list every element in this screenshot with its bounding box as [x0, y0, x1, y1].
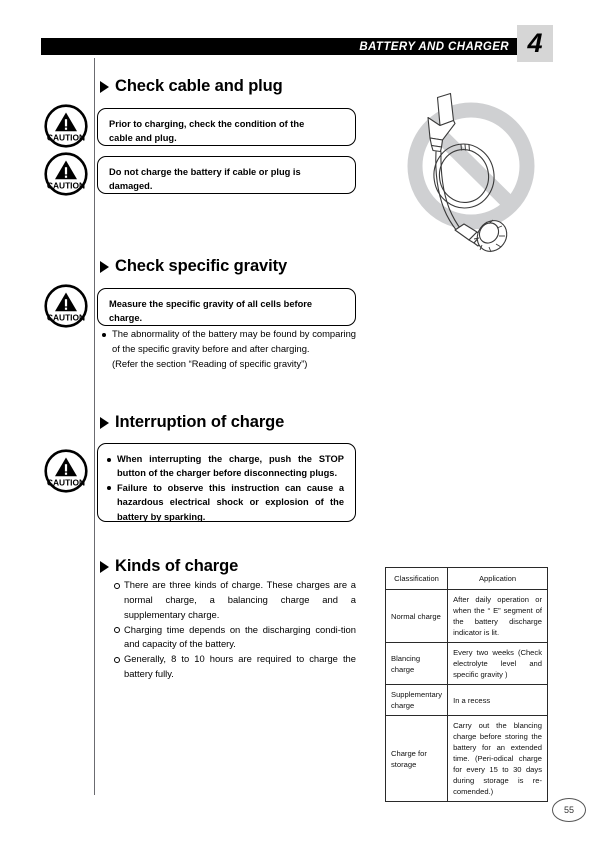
page-number — [552, 798, 586, 822]
table-header-row — [386, 568, 548, 590]
list-item: When interrupting the charge, push the STOP button of the charger before disconnecting plugs. — [106, 452, 344, 481]
section-heading-label: Check specific gravity — [115, 257, 288, 275]
svg-text:CAUTION: CAUTION — [46, 477, 86, 488]
callout-box-do-not-charge — [97, 156, 356, 194]
callout-line: cable and plug. — [109, 133, 177, 144]
table-cell-application: In a recess — [448, 685, 548, 716]
charge-classification-table — [385, 567, 548, 802]
table-cell-classification: Charge for storage — [386, 716, 448, 802]
table-cell-classification: Blancing charge — [386, 643, 448, 685]
table-header-classification: Classification — [386, 568, 448, 590]
table-row — [386, 716, 548, 802]
table-cell-classification: Normal charge — [386, 590, 448, 643]
callout-line: charge. — [109, 313, 143, 324]
header-bar — [41, 38, 519, 55]
caution-icon — [44, 104, 88, 148]
section-heading-interruption-of-charge — [100, 413, 284, 432]
chapter-tab — [517, 25, 553, 62]
list-item: Generally, 8 to 10 hours are required to charge the battery fully. — [113, 652, 356, 682]
callout-line: damaged. — [109, 181, 153, 192]
list-item: Charging time depends on the discharging condi-tion and capacity of the battery. — [113, 623, 356, 653]
triangle-bullet-icon — [100, 417, 109, 429]
list-item-text: The abnormality of the battery may be found by comparing of the specific gravity before and after charging. — [112, 328, 356, 354]
charger-cable-and-plug-illustration — [385, 80, 565, 260]
list-item — [101, 327, 356, 372]
callout-box-prior-to-charging — [97, 108, 356, 146]
table-row — [386, 590, 548, 643]
svg-text:CAUTION: CAUTION — [46, 180, 86, 191]
left-margin-rule — [94, 58, 95, 795]
svg-text:CAUTION: CAUTION — [46, 312, 86, 323]
note-list-specific-gravity — [101, 327, 356, 372]
table-row — [386, 643, 548, 685]
note-list-kinds-of-charge — [113, 578, 356, 682]
table-cell-classification: Supplementary charge — [386, 685, 448, 716]
list-item-subtext: (Refer the section “Reading of specific gravity”) — [112, 357, 308, 369]
section-heading-check-specific-gravity — [100, 257, 287, 276]
callout-box-interruption-warnings — [97, 443, 356, 522]
svg-text:CAUTION: CAUTION — [46, 132, 86, 143]
section-heading-label: Kinds of charge — [115, 557, 239, 575]
table-cell-application: Carry out the blancing charge before storing the battery for an extended time. (Peri-odical charge for every 15 to 30 days during storage is re-comended.) — [448, 716, 548, 802]
callout-bullet-list — [106, 452, 344, 524]
triangle-bullet-icon — [100, 261, 109, 273]
table-cell-application: After daily operation or when the “ E” segment of the battery discharge indicator is lit. — [448, 590, 548, 643]
list-item: There are three kinds of charge. These charges are a normal charge, a balancing charge and a supplementary charge. — [113, 578, 356, 623]
header-title: BATTERY AND CHARGER — [359, 40, 509, 53]
table-row — [386, 685, 548, 716]
callout-box-measure-specific-gravity — [97, 288, 356, 326]
caution-icon — [44, 152, 88, 196]
caution-icon — [44, 449, 88, 493]
chapter-number: 4 — [527, 28, 543, 58]
callout-line: Prior to charging, check the condition of the — [109, 119, 305, 129]
section-heading-label: Interruption of charge — [115, 413, 285, 431]
table-header-application: Application — [448, 568, 548, 590]
caution-icon — [44, 284, 88, 328]
section-heading-check-cable-and-plug — [100, 77, 283, 96]
triangle-bullet-icon — [100, 81, 109, 93]
section-heading-kinds-of-charge — [100, 557, 238, 576]
section-heading-label: Check cable and plug — [115, 77, 283, 95]
triangle-bullet-icon — [100, 561, 109, 573]
list-item: Failure to observe this instruction can cause a hazardous electrical shock or explosion of the battery by sparking. — [106, 481, 344, 524]
page-number-label: 55 — [563, 805, 574, 815]
callout-line: Measure the specific gravity of all cells before — [109, 299, 313, 309]
callout-line: Do not charge the battery if cable or plug is — [109, 167, 301, 177]
table-cell-application: Every two weeks (Check electrolyte level and specific gravity ) — [448, 643, 548, 685]
